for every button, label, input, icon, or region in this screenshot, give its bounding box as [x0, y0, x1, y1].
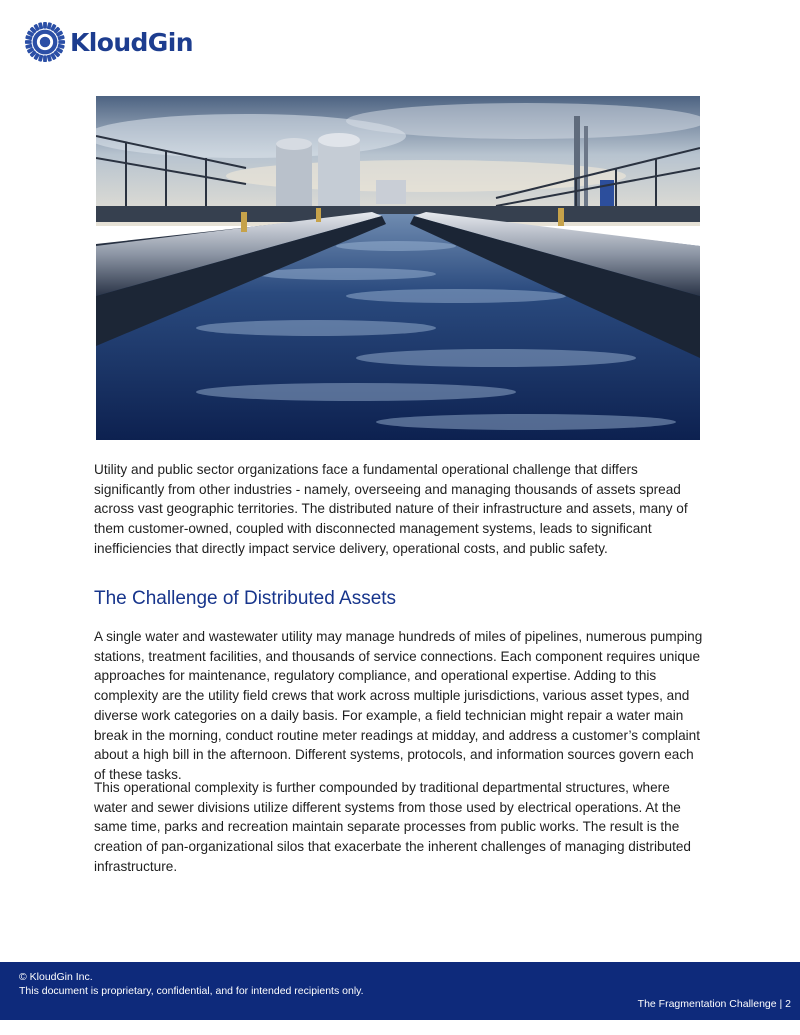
intro-paragraph: Utility and public sector organizations face a fundamental operational challenge that differs significantly from other industries - namely, overseeing and managing thousands of assets spread across vast geographic territories. The distributed nature of their infrastructure and assets, many of them customer-owned, coupled with disconnected management systems, leads to significant inefficiencies that directly impact service delivery, operational costs, and public safety. [94, 462, 688, 556]
gear-logo-icon [24, 21, 66, 63]
section-paragraph-1-block [94, 627, 706, 785]
hero-image [96, 96, 700, 440]
page-bottom-margin [0, 1020, 800, 1035]
footer-page-label: The Fragmentation Challenge | 2 [637, 998, 791, 1010]
intro-paragraph-block [94, 460, 706, 559]
water-treatment-channel-photo-icon [96, 96, 700, 440]
company-logo [24, 20, 193, 64]
footer-disclaimer: This document is proprietary, confidential, and for intended recipients only. [19, 985, 364, 997]
section-paragraph-1: A single water and wastewater utility may manage hundreds of miles of pipelines, numerous pumping stations, treatment facilities, and thousands of service connections. Each component requires unique approaches for maintenance, regulatory compliance, and operational expertise. Adding to this complexity are the utility field crews that work across multiple jurisdictions, various asset types, and diverse work categories on a daily basis. For example, a field technician might repair a water main break in the morning, conduct routine meter readings at midday, and address a customer’s complaint about a high bill in the afternoon. Different systems, protocols, and information sources govern each of these tasks. [94, 629, 703, 782]
section-paragraph-2: This operational complexity is further compounded by traditional departmental structures, where water and sewer divisions utilize different systems from those used by electrical operations. At the same time, parks and recreation maintain separate processes from public works. The result is the creation of pan-organizational silos that exacerbate the inherent challenges of managing distributed infrastructure. [94, 780, 691, 874]
footer-copyright: © KloudGin Inc. [19, 971, 93, 983]
page-footer [0, 962, 800, 1020]
brand-name: KloudGin [70, 27, 193, 57]
section-title: The Challenge of Distributed Assets [94, 588, 397, 609]
section-paragraph-2-block [94, 778, 706, 877]
